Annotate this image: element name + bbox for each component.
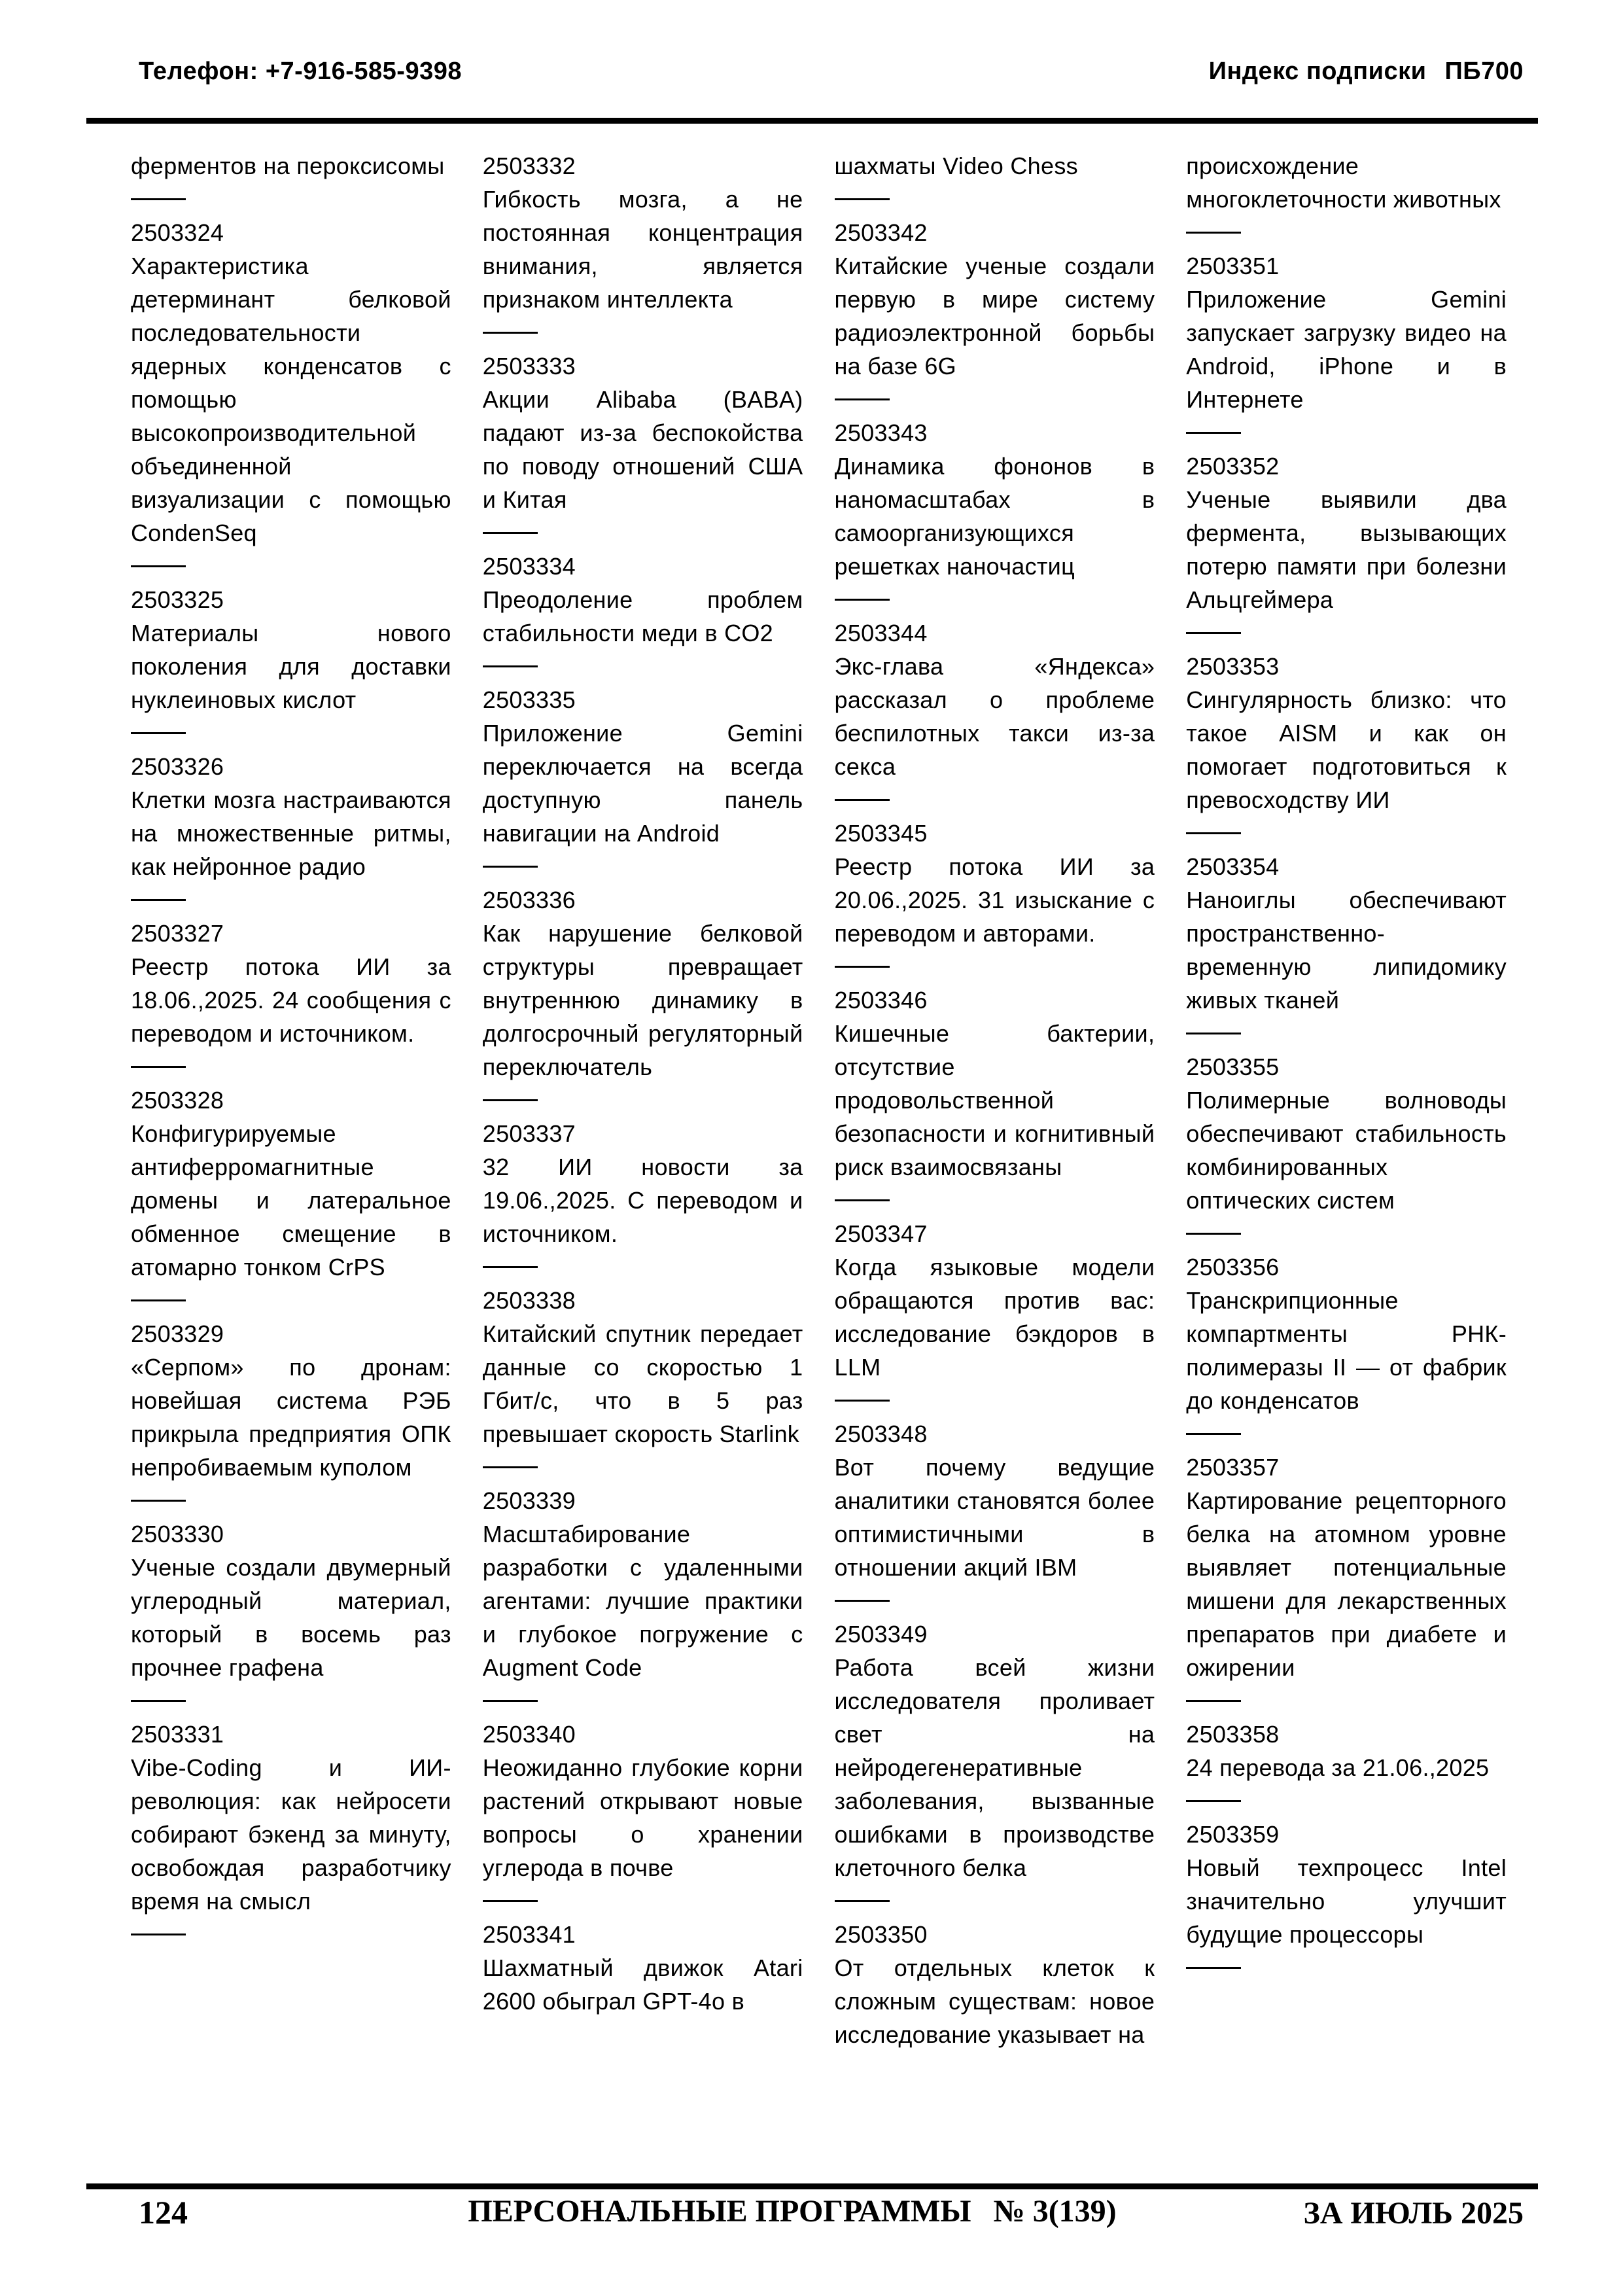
entry-id: 2503343 xyxy=(834,419,928,446)
header-subscription-code: ПБ700 xyxy=(1444,58,1524,85)
page-footer xyxy=(139,2193,1524,2231)
footer-issue-number: № 3(139) xyxy=(993,2194,1117,2229)
entry-id: 2503348 xyxy=(834,1421,928,1447)
entry-separator xyxy=(483,1700,538,1702)
entry-separator xyxy=(835,966,890,968)
entry-separator xyxy=(131,1500,186,1502)
entry-id: 2503338 xyxy=(482,1287,576,1314)
entry-id: 2503352 xyxy=(1186,453,1280,480)
entry-id: 2503329 xyxy=(131,1320,224,1347)
footer-journal xyxy=(468,2193,1116,2229)
entry-separator xyxy=(835,198,890,200)
entry-id: 2503356 xyxy=(1186,1254,1280,1280)
entry-title: Реестр потока ИИ за 18.06.,2025. 24 сообщения с переводом и источником. xyxy=(131,953,451,1047)
entry-id: 2503349 xyxy=(834,1621,928,1648)
entry-separator xyxy=(483,1099,538,1101)
entry-id: 2503346 xyxy=(834,987,928,1014)
entry-separator xyxy=(1186,1233,1241,1235)
entry-separator xyxy=(1186,1967,1241,1969)
entry-separator xyxy=(835,398,890,400)
entry-id: 2503358 xyxy=(1186,1721,1280,1748)
entry-separator xyxy=(1186,232,1241,234)
entry-separator xyxy=(131,1700,186,1702)
entry-id: 2503326 xyxy=(131,753,224,780)
entry-title: Преодоление проблем стабильности меди в CO2 xyxy=(482,586,803,646)
entry-separator xyxy=(835,1900,890,1902)
entry-title: 24 перевода за 21.06.,2025 xyxy=(1186,1754,1490,1781)
entry-separator xyxy=(483,1266,538,1268)
entry-title: Как нарушение белковой структуры превращает внутреннюю динамику в долгосрочный регуляторный переключатель xyxy=(482,920,803,1080)
entry-id: 2503325 xyxy=(131,586,224,613)
entry-separator xyxy=(1186,1800,1241,1802)
entry-title: Гибкость мозга, а не постоянная концентрация внимания, является признаком интеллекта xyxy=(482,186,803,313)
entry-continuation-text: ферментов на пероксисомы xyxy=(131,152,445,179)
entry-id: 2503350 xyxy=(834,1921,928,1948)
entry-separator xyxy=(835,599,890,601)
entry-title: Реестр потока ИИ за 20.06.,2025. 31 изыскание с переводом и авторами. xyxy=(834,853,1155,947)
entry-title: Китайские ученые создали первую в мире систему радиоэлектронной борьбы на базе 6G xyxy=(834,253,1155,380)
entry-separator xyxy=(483,866,538,868)
catalog-column-1 xyxy=(131,149,451,2178)
entry-title: Наноиглы обеспечивают пространственно-временную липидомику живых тканей xyxy=(1186,887,1507,1014)
entry-separator xyxy=(483,1466,538,1468)
entry-separator xyxy=(131,198,186,200)
entry-title: Экс-глава «Яндекса» рассказал о проблеме беспилотных такси из-за секса xyxy=(834,653,1155,780)
catalog-column-2 xyxy=(483,149,803,2178)
entry-id: 2503324 xyxy=(131,219,224,246)
entry-id: 2503337 xyxy=(482,1120,576,1147)
entry-id: 2503345 xyxy=(834,820,928,847)
entry-title: Шахматный движок Atari 2600 обыграл GPT-4o в xyxy=(482,1954,803,2015)
entry-title: Транскрипционные компартменты РНК-полимеразы II — от фабрик до конденсатов xyxy=(1186,1287,1507,1414)
entry-separator xyxy=(835,1400,890,1402)
entry-id: 2503344 xyxy=(834,620,928,646)
entry-title: Полимерные волноводы обеспечивают стабильность комбинированных оптических систем xyxy=(1186,1087,1507,1214)
entry-title: Приложение Gemini запускает загрузку видео на Android, iPhone и в Интернете xyxy=(1186,286,1507,413)
entry-separator xyxy=(1186,1700,1241,1702)
entry-id: 2503327 xyxy=(131,920,224,947)
entry-separator xyxy=(483,532,538,534)
entry-id: 2503357 xyxy=(1186,1454,1280,1481)
entry-title: Динамика фононов в наномасштабах в самоорганизующихся решетках наночастиц xyxy=(834,453,1155,580)
catalog-column-4 xyxy=(1186,149,1507,2178)
entry-separator xyxy=(1186,632,1241,634)
header-rule xyxy=(86,118,1538,124)
entry-id: 2503330 xyxy=(131,1521,224,1547)
entry-id: 2503333 xyxy=(482,353,576,380)
entry-separator xyxy=(131,565,186,567)
entry-separator xyxy=(1186,432,1241,434)
entry-title: Китайский спутник передает данные со скоростью 1 Гбит/с, что в 5 раз превышает скорость Starlink xyxy=(482,1320,803,1447)
entry-title: Конфигурируемые антиферромагнитные домены и латеральное обменное смещение в атомарно тонком CrPS xyxy=(131,1120,451,1280)
entry-separator xyxy=(1186,1433,1241,1435)
entry-title: Работа всей жизни исследователя проливает свет на нейродегенеративные заболевания, вызванные ошибками в производстве клеточного белка xyxy=(834,1654,1155,1881)
footer-journal-title: ПЕРСОНАЛЬНЫЕ ПРОГРАММЫ xyxy=(468,2194,971,2229)
entry-id: 2503339 xyxy=(482,1487,576,1514)
catalog-column-3 xyxy=(835,149,1155,2178)
entry-title: «Серпом» по дронам: новейшая система РЭБ прикрыла предприятия ОПК непробиваемым куполом xyxy=(131,1354,451,1481)
footer-rule xyxy=(86,2183,1538,2189)
entry-id: 2503331 xyxy=(131,1721,224,1748)
entry-separator xyxy=(835,1199,890,1201)
entry-title: Vibe-Coding и ИИ-революция: как нейросети собирают бэкенд за минуту, освобождая разработчику время на смысл xyxy=(131,1754,451,1915)
entry-separator xyxy=(131,1066,186,1068)
entry-title: Масштабирование разработки с удаленными агентами: лучшие практики и глубокое погружение с Augment Code xyxy=(482,1521,803,1681)
entry-title: Когда языковые модели обращаются против вас: исследование бэкдоров в LLM xyxy=(834,1254,1155,1381)
entry-separator xyxy=(131,899,186,901)
page-header xyxy=(139,58,1524,86)
entry-title: Картирование рецепторного белка на атомном уровне выявляет потенциальные мишени для лекарственных препаратов при диабете и ожирении xyxy=(1186,1487,1507,1681)
header-subscription xyxy=(1209,58,1524,86)
entry-title: Ученые выявили два фермента, вызывающих потерю памяти при болезни Альцгеймера xyxy=(1186,486,1507,613)
entry-separator xyxy=(483,332,538,334)
entry-title: Сингулярность близко: что такое AISM и как он помогает подготовиться к превосходству ИИ xyxy=(1186,686,1507,813)
entry-id: 2503335 xyxy=(482,686,576,713)
entry-id: 2503342 xyxy=(834,219,928,246)
entry-id: 2503328 xyxy=(131,1087,224,1114)
entry-id: 2503340 xyxy=(482,1721,576,1748)
entry-id: 2503355 xyxy=(1186,1053,1280,1080)
entry-separator xyxy=(131,1299,186,1301)
entry-title: Вот почему ведущие аналитики становятся более оптимистичными в отношении акций IBM xyxy=(834,1454,1155,1581)
footer-page-number: 124 xyxy=(139,2194,188,2231)
entry-title: Клетки мозга настраиваются на множественные ритмы, как нейронное радио xyxy=(131,786,451,880)
entry-separator xyxy=(483,1900,538,1902)
entry-title: Новый техпроцесс Intel значительно улучшит будущие процессоры xyxy=(1186,1854,1507,1948)
entry-separator xyxy=(131,1934,186,1935)
catalog-columns xyxy=(131,149,1507,2178)
entry-title: От отдельных клеток к сложным существам: новое исследование указывает на xyxy=(834,1954,1155,2048)
entry-id: 2503353 xyxy=(1186,653,1280,680)
entry-separator xyxy=(1186,1033,1241,1034)
header-phone: Телефон: +7-916-585-9398 xyxy=(139,58,462,85)
entry-separator xyxy=(835,1600,890,1602)
entry-title: Кишечные бактерии, отсутствие продовольственной безопасности и когнитивный риск взаимосвязаны xyxy=(834,1020,1155,1180)
entry-title: Материалы нового поколения для доставки нуклеиновых кислот xyxy=(131,620,451,713)
entry-id: 2503332 xyxy=(482,152,576,179)
entry-id: 2503336 xyxy=(482,887,576,913)
entry-separator xyxy=(835,799,890,801)
header-subscription-label: Индекс подписки xyxy=(1208,58,1427,85)
entry-title: Приложение Gemini переключается на всегда доступную панель навигации на Android xyxy=(482,720,803,847)
entry-separator xyxy=(131,732,186,734)
entry-title: 32 ИИ новости за 19.06.,2025. С переводом и источником. xyxy=(482,1154,803,1247)
footer-period: ЗА ИЮЛЬ 2025 xyxy=(1303,2196,1524,2231)
entry-continuation-text: происхождение многоклеточности животных xyxy=(1186,152,1501,213)
entry-id: 2503354 xyxy=(1186,853,1280,880)
entry-id: 2503359 xyxy=(1186,1821,1280,1848)
entry-separator xyxy=(483,665,538,667)
entry-title: Характеристика детерминант белковой последовательности ядерных конденсатов с помощью высокопроизводительной объединенной визуализации с помощью CondenSeq xyxy=(131,253,451,546)
entry-id: 2503351 xyxy=(1186,253,1280,279)
entry-separator xyxy=(1186,832,1241,834)
entry-continuation-text: шахматы Video Chess xyxy=(834,152,1078,179)
entry-id: 2503334 xyxy=(482,553,576,580)
entry-id: 2503341 xyxy=(482,1921,576,1948)
entry-id: 2503347 xyxy=(834,1220,928,1247)
entry-title: Акции Alibaba (BABA) падают из-за беспокойства по поводу отношений США и Китая xyxy=(482,386,803,513)
entry-title: Неожиданно глубокие корни растений открывают новые вопросы о хранении углерода в почве xyxy=(482,1754,803,1881)
entry-title: Ученые создали двумерный углеродный материал, который в восемь раз прочнее графена xyxy=(131,1554,451,1681)
